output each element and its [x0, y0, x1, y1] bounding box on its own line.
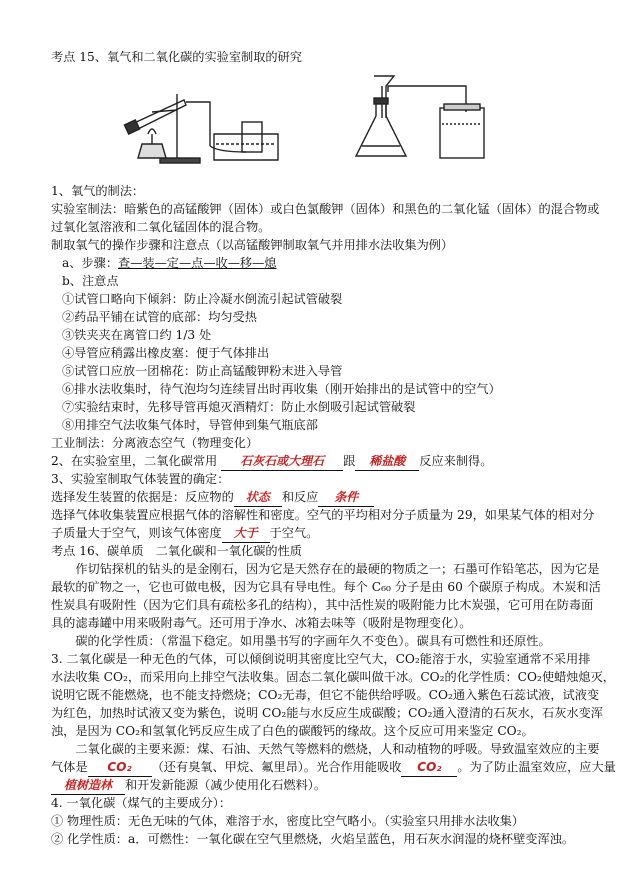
- tree-planting-text: 和开发新能源（减少使用化石燃料）。: [125, 778, 327, 792]
- co2-paragraph-line: 3. 二氧化碳是一种无色的气体，可以倾倒说明其密度比空气大，CO₂能溶于水，实验室通常不采用排: [51, 652, 591, 666]
- note-item: ①试管口略向下倾斜：防止冷凝水倒流引起试管破裂: [62, 292, 343, 306]
- carbon-chemical-properties: 碳的化学性质：（常温下稳定。如用墨书写的字画年久不变色）。碳具有可燃性和还原性。: [51, 634, 551, 648]
- lab-method-line-1: 实验室制法：暗紫色的高锰酸钾（固体）或白色氯酸钾（固体）和黑色的二氧化锰（固体）的混合物或: [51, 202, 600, 216]
- answer-plant-trees: 植树造林: [51, 776, 125, 795]
- collection-line-1: 选择气体收集装置应根据气体的溶解性和密度。空气的平均相对分子质量为 29，如果某气体的相对分: [51, 508, 595, 522]
- generator-basis-line: [51, 488, 374, 507]
- co2-paragraph-line: 浊，是因为 CO₂和氢氧化钙反应生成了白色的碳酸钙的缘故。这个反应可用来鉴定 CO₂。: [51, 724, 534, 738]
- carbon-paragraph-line: 作切钻探机的钻头的是金刚石，因为它是天然存在的最硬的物质之一；石墨可作铅笔芯，因为它是: [51, 562, 600, 576]
- tree-planting-line: [51, 776, 326, 795]
- co2-sources-line: 二氧化碳的主要来源：煤、石油、天然气等燃料的燃烧，人和动植物的呼吸。导致温室效应的主要: [51, 742, 600, 756]
- note-item: ⑤试管口应放一团棉花：防止高锰酸钾粉末进入导管: [62, 364, 343, 378]
- heating-apparatus-figure: [122, 86, 282, 168]
- note-item: ②药品平铺在试管的底部：均匀受热: [62, 310, 257, 324]
- flask-apparatus-drawing: [350, 72, 490, 164]
- greenhouse-text-a: 气体是: [51, 760, 88, 774]
- answer-co2-photosynthesis: CO₂: [401, 758, 457, 777]
- greenhouse-line: [51, 758, 616, 777]
- industry-method: 工业制法：分离液态空气（物理变化）: [51, 436, 259, 450]
- oxygen-heading: 1、氧气的制法：: [51, 184, 145, 198]
- note-item: ④导管应稍露出橡皮塞：便于气体排出: [62, 346, 270, 360]
- answer-conditions: 条件: [318, 488, 374, 507]
- steps-value: 查—装—定—点—收—移—熄: [118, 256, 277, 270]
- greenhouse-text-b: （还有臭氧、甲烷、氟里昂）。光合作用能吸收: [151, 760, 402, 774]
- answer-greater-than: 大于: [222, 524, 270, 543]
- greenhouse-text-c: 。为了防止温室效应，应大量: [457, 760, 616, 774]
- flask-apparatus-figure: [350, 72, 490, 164]
- co2-lab-text-c: 反应来制得。: [419, 454, 493, 468]
- steps-intro: 制取氧气的操作步骤和注意点（以高锰酸钾制取氧气并用排水法收集为例）: [51, 238, 454, 252]
- basis-text-b: 和反应: [281, 490, 319, 504]
- collection-line-2: [51, 524, 318, 543]
- co2-paragraph-line: 说明它既不能燃烧，也不能支持燃烧；CO₂无毒，但它不能供给呼吸。CO₂通入紫色石蕊试液，试液变: [51, 688, 600, 702]
- co2-lab-line: [51, 452, 492, 471]
- co-chemical-properties: ② 化学性质：a．可燃性：一氧化碳在空气里燃烧，火焰呈蓝色，用石灰水润湿的烧杯壁变浑浊。: [51, 832, 575, 846]
- steps-line: [62, 254, 276, 272]
- co-heading: 4. 一氧化碳（煤气的主要成分）：: [51, 796, 232, 810]
- basis-text-a: 选择发生装置的依据是：反应物的: [51, 490, 234, 504]
- co2-lab-text-b: 跟: [343, 454, 356, 468]
- heating-apparatus-drawing: [122, 86, 282, 168]
- answer-co2-greenhouse: CO₂: [88, 758, 152, 777]
- collection-text-a: 子质量大于空气，则该气体密度: [51, 526, 222, 540]
- carbon-paragraph-line: 最软的矿物之一，它也可做电极，因为它具有导电性。每个 C₆₀ 分子是由 60 个碳原子构成。木炭和活: [51, 580, 601, 594]
- carbon-paragraph-line: 性炭具有吸附性（因为它们具有疏松多孔的结构），其中活性炭的吸附能力比木炭强，它可用在防毒面: [51, 598, 594, 612]
- notes-label: b、注意点: [62, 274, 119, 288]
- note-item: ③铁夹夹在离管口约 1/3 处: [62, 328, 212, 342]
- section-title-16: 考点 16、碳单质 二氧化碳和一氧化碳的性质: [51, 544, 302, 558]
- section-title-15: 考点 15、氧气和二氧化碳的实验室制取的研究: [51, 50, 302, 64]
- carbon-paragraph-line: 具的滤毒罐中用来吸附毒气。还可用于净水、冰箱去味等（吸附是物理变化）。: [51, 616, 472, 630]
- answer-state: 状态: [234, 488, 282, 507]
- note-item: ⑧用排空气法收集气体时，导管伸到集气瓶底部: [62, 418, 318, 432]
- co2-lab-text-a: 2、在实验室里，二氧化碳常用: [51, 454, 218, 468]
- note-item: ⑦实验结束时，先移导管再熄灭酒精灯：防止水倒吸引起试管破裂: [62, 400, 416, 414]
- answer-limestone: 石灰石或大理石: [221, 452, 343, 471]
- collection-text-b: 于空气。: [269, 526, 319, 540]
- answer-hydrochloric-acid: 稀盐酸: [355, 452, 419, 471]
- lab-method-line-2: 过氧化氢溶液和二氧化锰固体的混合物。: [51, 220, 271, 234]
- co2-paragraph-line: 为红色，加热时试液又变为紫色，说明 CO₂能与水反应生成碳酸；CO₂通入澄清的石灰水，石灰水变浑: [51, 706, 603, 720]
- co2-paragraph-line: 水法收集 CO₂，而采用向上排空气法收集。固态二氧化碳叫做干冰。CO₂的化学性质：CO₂使蜡烛熄灭，: [51, 670, 615, 684]
- co-physical-properties: ① 物理性质：无色无味的气体，难溶于水，密度比空气略小。（实验室只用排水法收集）: [51, 814, 525, 828]
- steps-label: a、步骤：: [62, 256, 119, 270]
- apparatus-heading: 3、实验室制取气体装置的确定：: [51, 472, 230, 486]
- note-item: ⑥排水法收集时，待气泡均匀连续冒出时再收集（刚开始排出的是试管中的空气）: [62, 382, 501, 396]
